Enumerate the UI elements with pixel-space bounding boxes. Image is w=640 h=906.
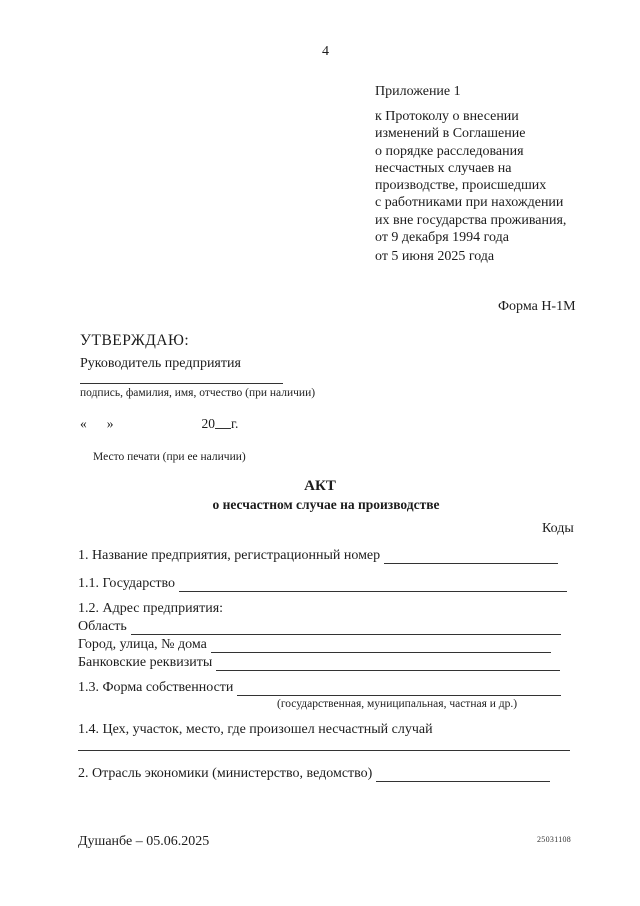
page-number: 4 [322,44,329,59]
act-subtitle: о несчастном случае на производстве [212,497,440,512]
address-heading: 1.2. Адрес предприятия: [78,601,224,616]
approval-heading: УТВЕРЖДАЮ: [80,332,190,349]
date-year-suffix: г. [231,416,239,431]
enterprise-name-field [78,548,558,564]
region-blank [131,621,561,635]
act-title: АКТ [304,478,336,494]
industry-label: 2. Отрасль экономики (министерство, ведомство) [78,766,373,781]
approval-date [80,416,238,432]
appendix-line: от 9 декабря 1994 года [375,230,509,246]
ownership-blank [237,682,561,696]
workshop-label: 1.4. Цех, участок, место, где произошел несчастный случай [78,722,433,737]
year-blank-line [215,428,231,429]
enterprise-name-label: 1. Название предприятия, регистрационный номер [78,548,381,563]
bank-details-field [78,655,560,671]
stamp-place: Место печати (при ее наличии) [93,451,246,463]
enterprise-name-blank [384,550,558,564]
ownership-field [78,680,561,696]
appendix-line: изменений в Соглашение [375,126,526,142]
state-blank [179,578,567,592]
industry-field [78,766,550,782]
signature-line [80,383,283,384]
bank-details-label: Банковские реквизиты [78,655,213,670]
appendix-line: к Протоколу о внесении [375,109,519,124]
appendix-line: несчастных случаев на [375,160,512,176]
footer-place-date: Душанбе – 05.06.2025 [78,834,210,849]
city-street-label: Город, улица, № дома [78,637,207,652]
state-field [78,576,567,592]
industry-blank [376,768,550,782]
ownership-caption: (государственная, муниципальная, частная и др.) [277,698,518,710]
city-street-blank [211,639,551,653]
appendix-line: о порядке расследования [375,143,524,159]
form-code: Форма Н-1М [498,299,576,314]
city-street-field [78,637,551,653]
ownership-label: 1.3. Форма собственности [78,680,234,695]
date-year-prefix: 20 [201,416,215,431]
appendix-body [375,108,605,246]
codes-label: Коды [542,521,574,536]
appendix-line: их вне государства проживания, [375,212,567,228]
region-label: Область [78,619,127,634]
appendix-line: производстве, происшедших [375,178,547,194]
bank-details-blank [216,657,560,671]
appendix-title: Приложение 1 [375,84,461,99]
signature-caption: подпись, фамилия, имя, отчество (при наличии) [80,387,316,399]
region-field [78,619,561,635]
state-label: 1.1. Государство [78,576,176,591]
workshop-blank [78,750,570,751]
approval-role: Руководитель предприятия [80,356,241,371]
date-open-quote: « [80,416,87,431]
appendix-date: от 5 июня 2025 года [375,249,495,264]
date-close-quote: » [106,416,114,431]
appendix-line: с работниками при нахождении [375,195,564,211]
footer-doc-number: 25031108 [537,835,572,844]
